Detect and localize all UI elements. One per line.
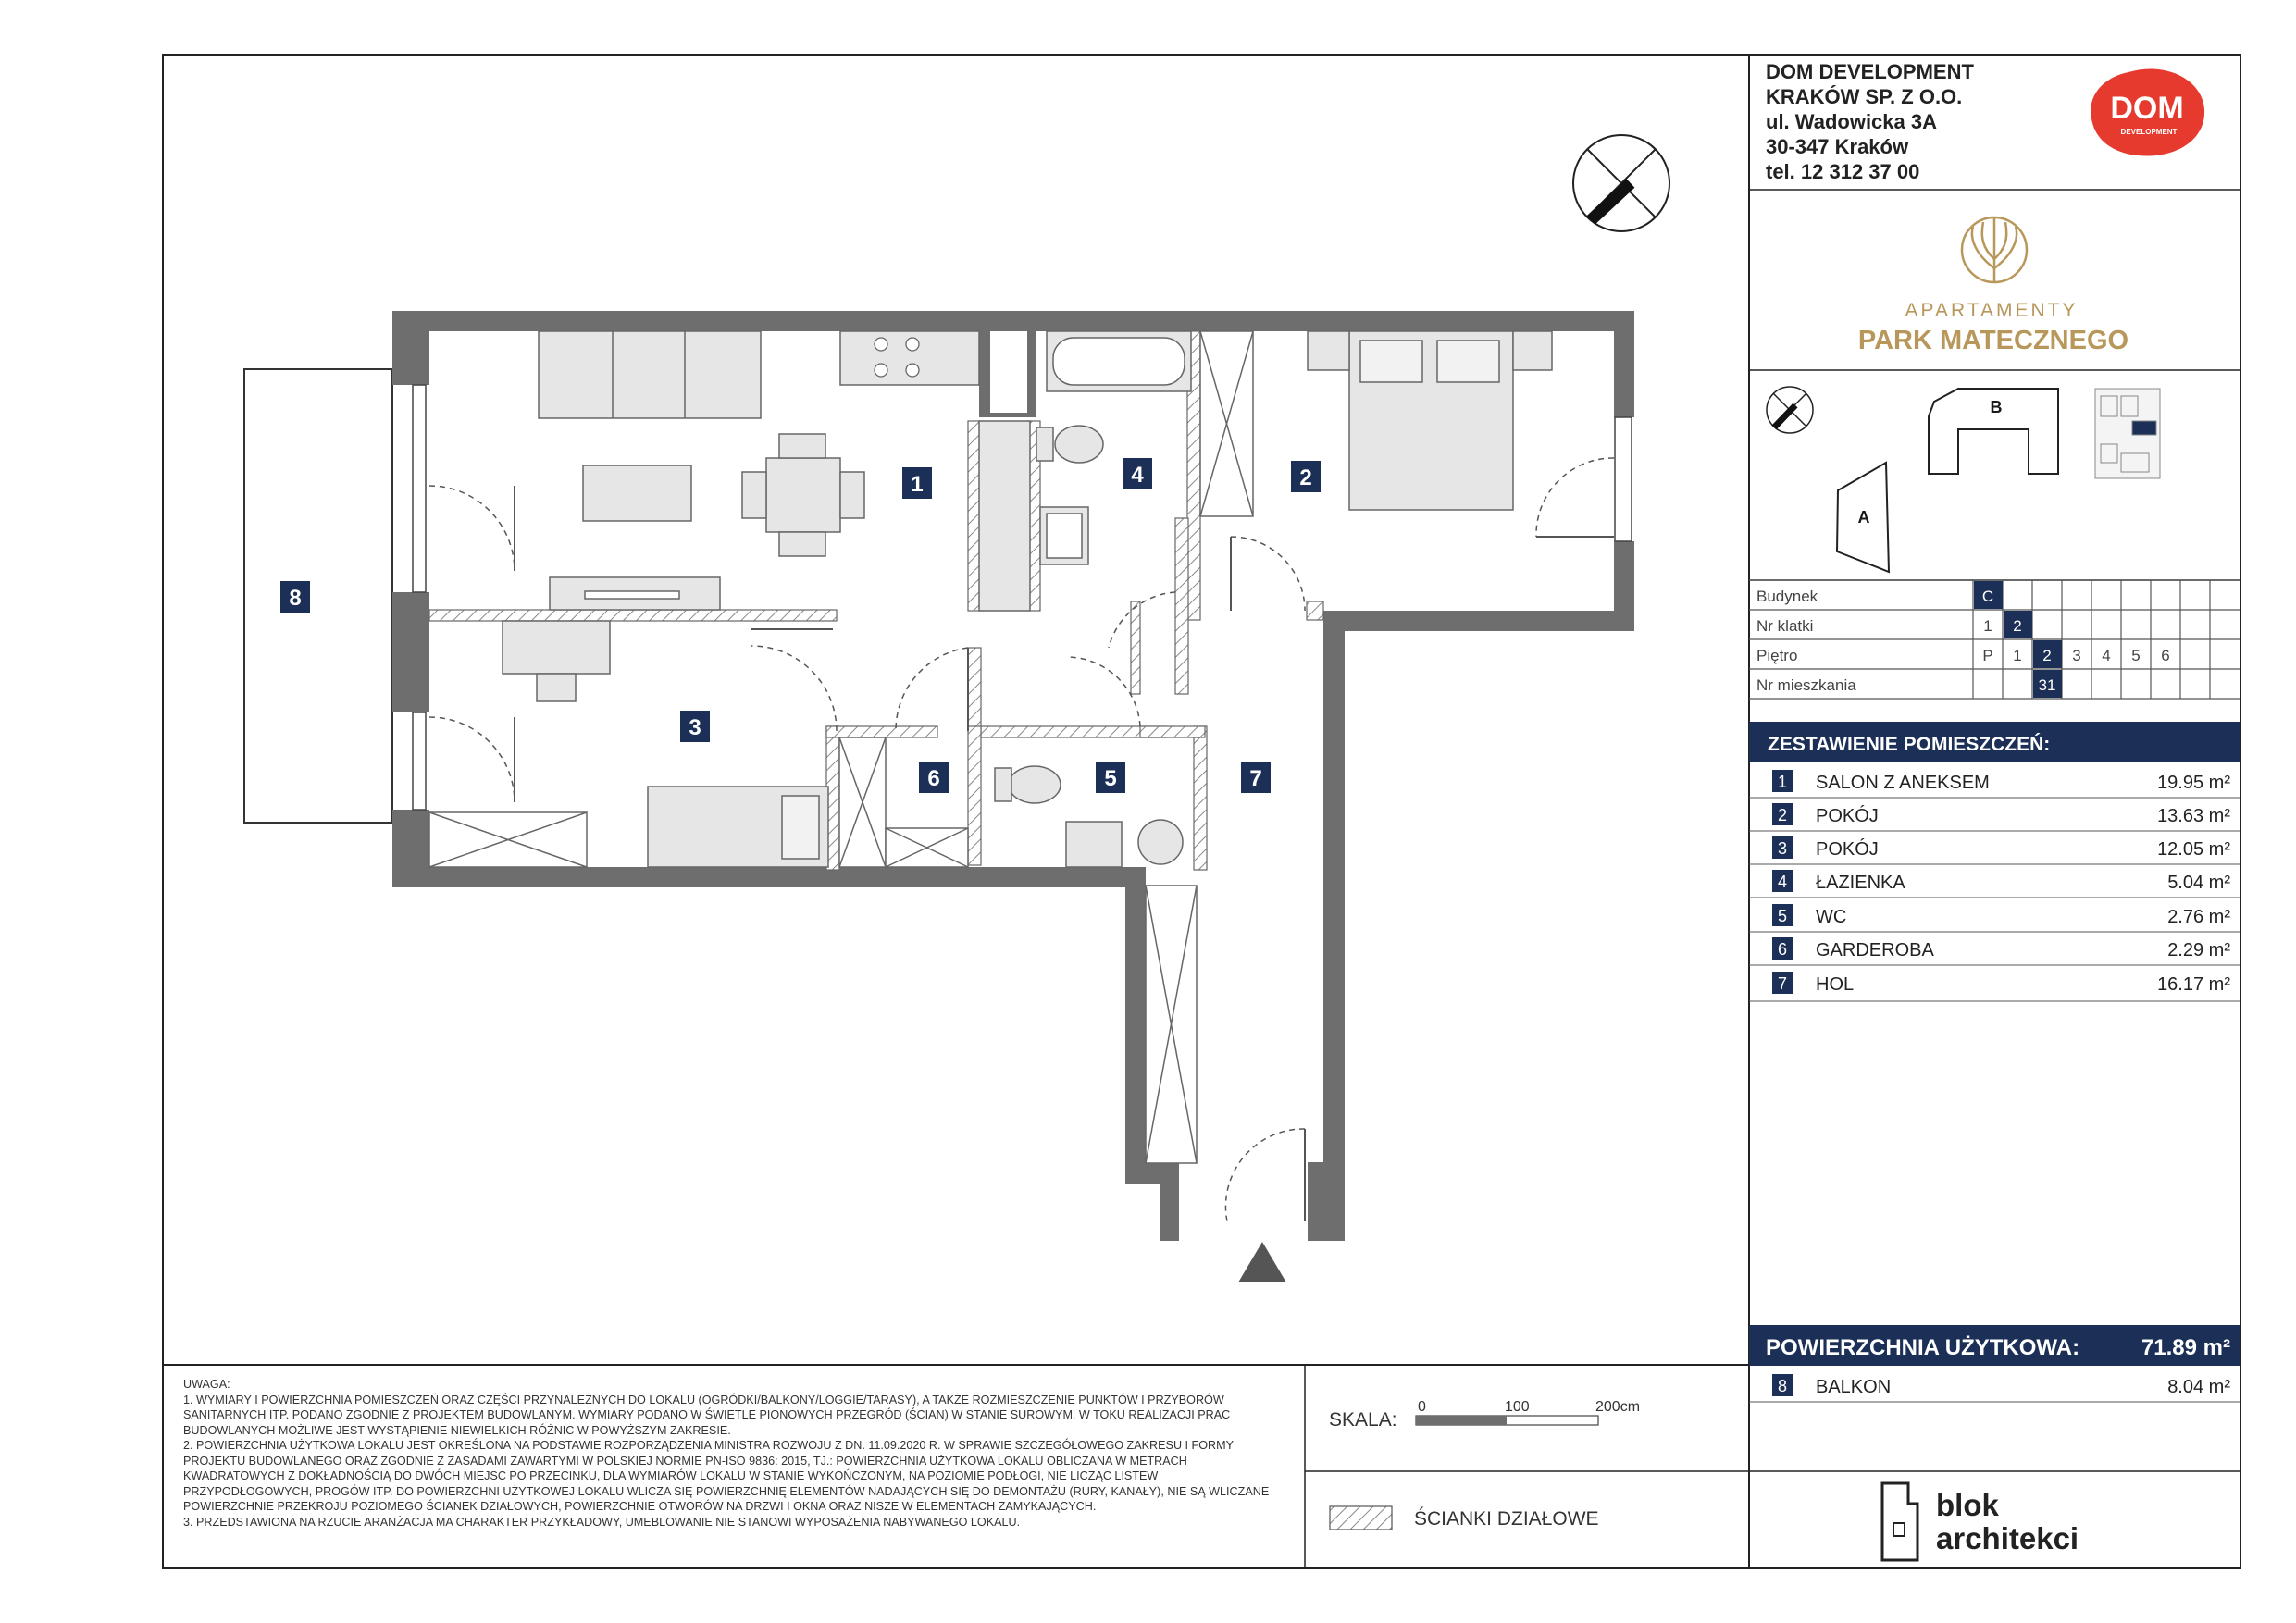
company-line-1: DOM DEVELOPMENT	[1766, 60, 1974, 83]
note-3: 3. PRZEDSTAWIONA NA RZUCIE ARANŻACJA MA CHARAKTER PRZYKŁADOWY, UMEBLOWANIE NIE STANOWI WYPOSAŻENIA NABYWANEGO LOKALU.	[183, 1515, 1021, 1529]
room-name: POKÓJ	[1816, 839, 1879, 860]
room-row	[1749, 904, 2240, 932]
mieszkanie-value: 31	[2038, 676, 2056, 694]
room-num: 3	[1777, 839, 1788, 858]
room-name: POKÓJ	[1816, 806, 1879, 826]
company-address: ul. Wadowicka 3A	[1766, 110, 1938, 133]
room-row	[1749, 972, 2240, 1001]
plan-label-5: 5	[1104, 766, 1117, 791]
coffee-table	[583, 465, 691, 521]
svg-text:APARTAMENTY: APARTAMENTY	[1905, 300, 2079, 321]
architect-line-1: blok	[1936, 1488, 1999, 1522]
scale-tick-0: 0	[1418, 1399, 1426, 1415]
building-b-label: B	[1990, 398, 2003, 416]
legend	[1330, 1506, 1599, 1530]
company-line-2: KRAKÓW SP. Z O.O.	[1766, 85, 1963, 108]
room-num: 4	[1777, 873, 1788, 891]
mieszkanie-label: Nr mieszkania	[1756, 676, 1856, 694]
room-area: 2.29 m²	[2167, 940, 2230, 960]
room-name: WC	[1816, 907, 1847, 927]
dining-table	[766, 458, 840, 532]
room-num: 6	[1777, 940, 1788, 959]
apartment-plan	[244, 311, 1634, 1282]
pietro-2: 2	[2042, 647, 2052, 664]
room-list	[1749, 770, 2240, 1001]
pietro-1: 1	[2013, 647, 2022, 664]
legend-label: ŚCIANKI DZIAŁOWE	[1414, 1508, 1599, 1530]
room-area: 16.17 m²	[2157, 974, 2230, 995]
plan-label-2: 2	[1299, 465, 1312, 490]
klatka-1: 1	[1983, 617, 1992, 635]
usable-area-label: POWIERZCHNIA UŻYTKOWA:	[1766, 1335, 2080, 1360]
pietro-3: 3	[2072, 647, 2081, 664]
building-a-label: A	[1857, 508, 1870, 527]
furniture	[429, 331, 1552, 1163]
room-row	[1749, 836, 2240, 864]
notes-title: UWAGA:	[183, 1378, 230, 1391]
washer	[1138, 820, 1183, 864]
dom-development-logo	[2091, 68, 2204, 155]
scale-tick-200: 200cm	[1595, 1399, 1641, 1415]
plan-label-7: 7	[1249, 766, 1262, 791]
company-phone: tel. 12 312 37 00	[1766, 160, 1920, 183]
pietro-label: Piętro	[1756, 647, 1798, 664]
scale-tick-100: 100	[1505, 1399, 1530, 1415]
scale-bar	[1329, 1399, 1640, 1431]
rooms-header: ZESTAWIENIE POMIESZCZEŃ:	[1768, 734, 2051, 755]
svg-text:DEVELOPMENT: DEVELOPMENT	[2120, 128, 2178, 136]
room-num: 7	[1777, 974, 1788, 993]
building-c-floorplan-thumbnail	[2095, 389, 2160, 478]
plan-label-4: 4	[1131, 463, 1144, 488]
extra-room-row	[1749, 1374, 2240, 1402]
klatka-label: Nr klatki	[1756, 617, 1814, 635]
plan-label-6: 6	[927, 766, 940, 791]
svg-text:PARK MATECZNEGO: PARK MATECZNEGO	[1857, 326, 2129, 355]
room-num: 5	[1777, 907, 1788, 925]
room-num: 2	[1777, 806, 1788, 824]
svg-text:DOM: DOM	[2110, 91, 2184, 126]
kitchen-column	[979, 421, 1030, 611]
pietro-p: P	[1982, 647, 1993, 664]
park-matecznego-logo	[1858, 217, 2128, 355]
plan-label-1: 1	[911, 472, 924, 497]
notes-block	[183, 1377, 1290, 1530]
room-row	[1749, 937, 2240, 965]
hatch-swatch	[1330, 1506, 1392, 1530]
pietro-6: 6	[2161, 647, 2170, 664]
toilet-wc	[1009, 766, 1061, 803]
company-info	[1766, 59, 1974, 184]
room-name: BALKON	[1816, 1377, 1892, 1397]
budynek-label: Budynek	[1756, 588, 1818, 605]
usable-area-value: 71.89 m²	[2141, 1335, 2230, 1360]
room-num: 8	[1777, 1377, 1788, 1395]
scale-label: SKALA:	[1329, 1409, 1397, 1431]
budynek-value: C	[1981, 588, 1994, 605]
blok-architekci-logo	[1882, 1483, 2079, 1560]
room-area: 13.63 m²	[2157, 806, 2230, 826]
room-num: 1	[1777, 773, 1788, 791]
room-name: ŁAZIENKA	[1816, 873, 1905, 893]
sofa	[539, 331, 761, 418]
site-key-plan	[1767, 387, 2160, 572]
room-area: 8.04 m²	[2167, 1377, 2230, 1397]
room-area: 19.95 m²	[2157, 773, 2230, 793]
architect-line-2: architekci	[1936, 1521, 2079, 1555]
room-row	[1749, 803, 2240, 831]
room-area: 2.76 m²	[2167, 907, 2230, 927]
entrance-arrow	[1238, 1242, 1286, 1282]
balcony-outline	[244, 369, 392, 823]
room-area: 5.04 m²	[2167, 873, 2230, 893]
toilet-bathroom	[1055, 426, 1103, 463]
pietro-5: 5	[2131, 647, 2141, 664]
apartment-info-grid	[1749, 580, 2240, 699]
pietro-4: 4	[2102, 647, 2111, 664]
room-name: HOL	[1816, 974, 1855, 995]
plan-label-3: 3	[689, 715, 701, 740]
note-2: 2. POWIERZCHNIA UŻYTKOWA LOKALU JEST OKREŚLONA NA PODSTAWIE ROZPORZĄDZENIA MINISTRA ROZWOJU Z DN. 11.09.2020 R. W SPRAWIE SZCZEGÓŁOWEGO ZAKRESU I FORMY PROJEKTU BUDOWLANEGO ORAZ ZGODNIE Z ZASADAMI ZAWARTYMI W POLSKIEJ NORMIE PN-ISO 9836: 2015, TJ.: POWIERZCHNIA UŻYTKOWA LOKALU OBLICZANA W METRACH KWADRATOWYCH Z DOKŁADNOŚCIĄ DO DWÓCH MIEJSC PO PRZECINKU, DLA WYMIARÓW LOKALU W STANIE WYKOŃCZONYM, NA POZIOMIE PODŁOGI, NIE LICZĄC LISTEW PRZYPODŁOGOWYCH, PROGÓW ITP. DO POWIERZCHNI UŻYTKOWEJ LOKALU WLICZA SIĘ POWIERZCHNIĘ ELEMENTÓW NADAJĄCYCH SIĘ DO DEMONTAŻU (RURY, KANAŁY), NIE SĄ WLICZANE POWIERZCHNIE PRZEKROJU POZIOMEGO ŚCIANEK DZIAŁOWYCH, POWIERZCHNIE OTWORÓW NA DRZWI I OKNA ORAZ NISZE W ELEMENTACH ZAMYKAJĄCYCH.	[183, 1439, 1270, 1513]
room-area: 12.05 m²	[2157, 839, 2230, 860]
sink-wc	[1066, 822, 1122, 867]
klatka-2: 2	[2013, 617, 2022, 635]
room-name: GARDEROBA	[1816, 940, 1934, 960]
north-arrow-icon	[1573, 135, 1669, 231]
room-name: SALON Z ANEKSEM	[1816, 773, 1990, 793]
note-1: 1. WYMIARY I POWIERZCHNIA POMIESZCZEŃ ORAZ CZĘŚCI PRZYNALEŻNYCH DO LOKALU (OGRÓDKI/BALKONY/LOGGIE/TARASY), A TAKŻE ROZMIESZCZENIE PUNKTÓW I PRZYBORÓW SANITARNYCH ITP. PODANO ZGODNIE Z PROJEKTEM BUDOWLANYM. WYMIARY PODANO W ŚWIETLE PIONOWYCH PRZEGRÓD (ŚCIAN) W STANIE SUROWYM. W TOKU REALIZACJI PRAC BUDOWLANYCH MOŻLIWE JEST WYSTĄPIENIE NIEWIELKICH RÓŻNIC W POWYŻSZYM ZAKRESIE.	[183, 1393, 1231, 1437]
room-row	[1749, 870, 2240, 898]
company-city: 30-347 Kraków	[1766, 135, 1909, 158]
room-row	[1749, 770, 2240, 798]
duct-shaft	[990, 331, 1027, 413]
plan-label-8: 8	[289, 586, 302, 611]
